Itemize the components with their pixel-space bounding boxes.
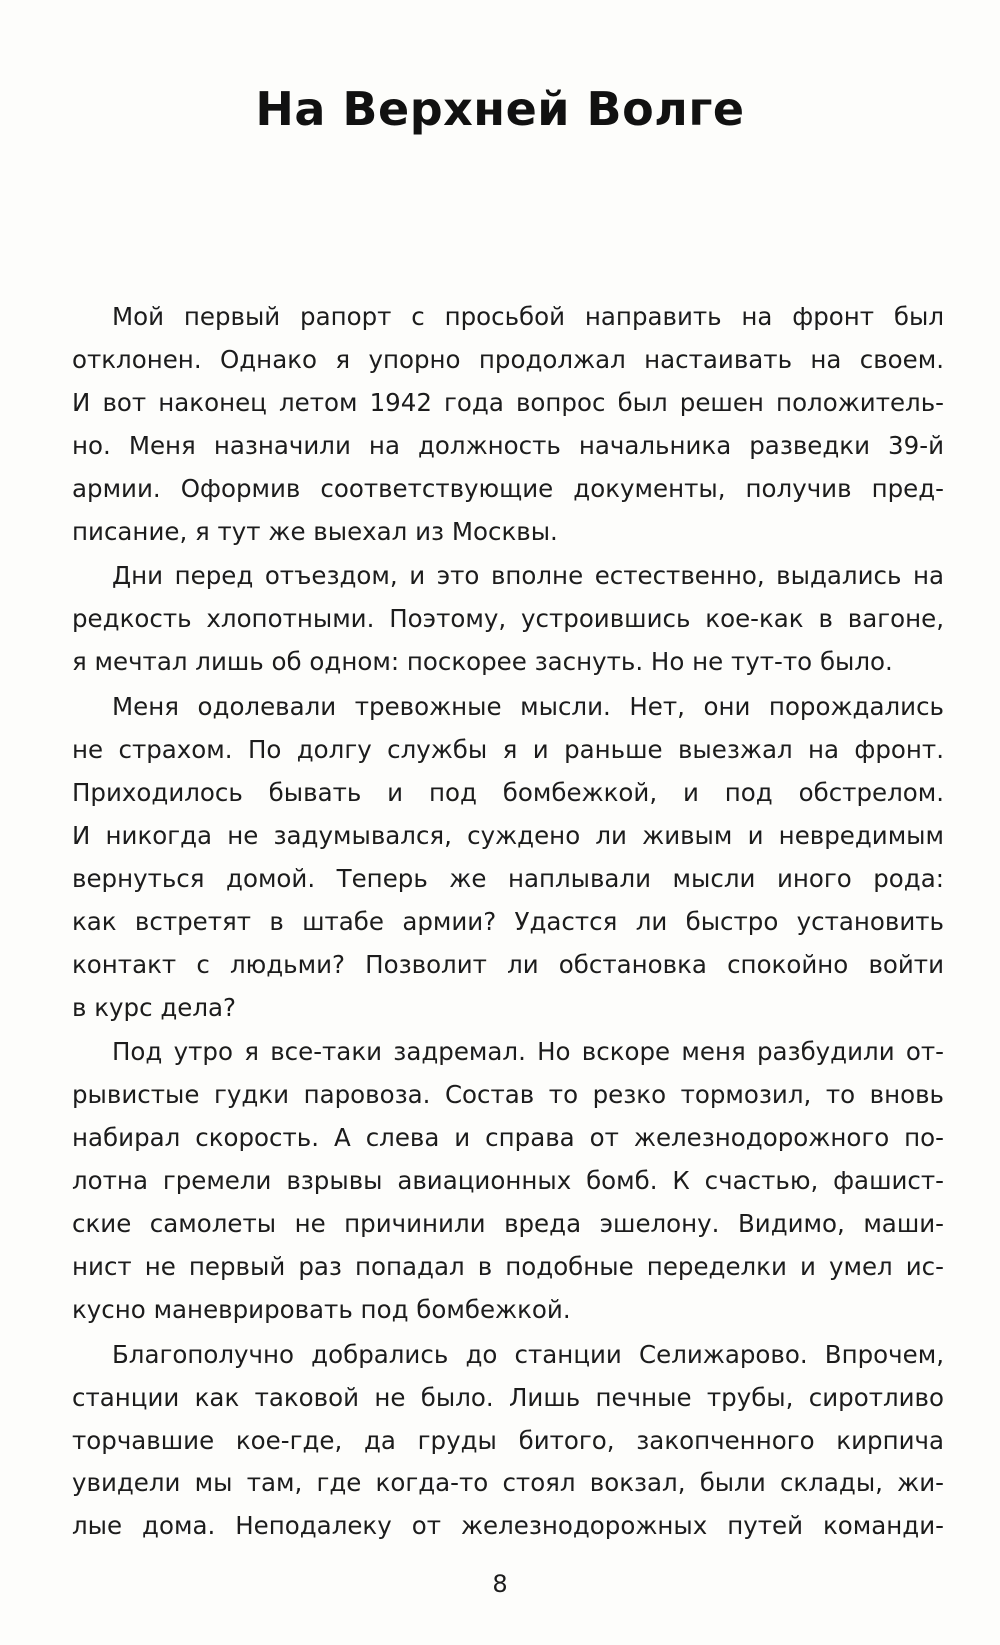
text-line: писание, я тут же выехал из Москвы. [72, 516, 558, 546]
text-line: но. Меня назначили на должность начальника разведки 39-й [72, 430, 944, 460]
chapter-body [72, 296, 944, 1548]
text-line: Меня одолевали тревожные мысли. Нет, они порождались [112, 692, 944, 722]
text-line: я мечтал лишь об одном: поскорее заснуть. Но не тут-то было. [72, 647, 893, 677]
text-line: редкость хлопотными. Поэтому, устроившись кое-как в вагоне, [72, 604, 944, 634]
text-line: И никогда не задумывался, суждено ли живым и невредимым [72, 820, 944, 850]
paragraph [72, 1334, 944, 1549]
chapter-title: На Верхней Волге [255, 82, 745, 136]
text-line: вернуться домой. Теперь же наплывали мысли иного рода: [72, 863, 944, 893]
text-line: в курс дела? [72, 992, 237, 1022]
page-number: 8 [492, 1570, 508, 1598]
text-line: как встретят в штабе армии? Удастся ли быстро установить [72, 906, 944, 936]
text-line: Приходилось бывать и под бомбежкой, и под обстрелом. [72, 777, 944, 807]
text-line: Мой первый рапорт с просьбой направить на фронт был [112, 302, 944, 331]
paragraph [72, 296, 944, 553]
paragraph [72, 686, 944, 1029]
text-line: станции как таковой не было. Лишь печные трубы, сиротливо [72, 1382, 944, 1412]
text-line: Под утро я все-таки задремал. Но вскоре меня разбудили от- [112, 1037, 944, 1067]
text-line: Дни перед отъездом, и это вполне естественно, выдались на [112, 561, 944, 591]
text-line: нист не первый раз попадал в подобные переделки и умел ис- [72, 1251, 944, 1281]
text-line: набирал скорость. А слева и справа от железнодорожного по- [72, 1123, 944, 1153]
text-line: контакт с людьми? Позволит ли обстановка спокойно войти [72, 949, 944, 979]
text-line: армии. Оформив соответствующие документы, получив пред- [72, 473, 944, 503]
text-line: кусно маневрировать под бомбежкой. [72, 1294, 571, 1324]
text-line: лотна гремели взрывы авиационных бомб. К счастью, фашист- [72, 1166, 944, 1196]
text-line: Благополучно добрались до станции Селижарово. Впрочем, [112, 1339, 944, 1369]
text-line: И вот наконец летом 1942 года вопрос был решен положитель- [72, 387, 944, 417]
paragraph [72, 1031, 944, 1331]
text-line: увидели мы там, где когда-то стоял вокзал, были склады, жи- [72, 1468, 944, 1498]
text-line: рывистые гудки паровоза. Состав то резко тормозил, то вновь [72, 1080, 944, 1110]
text-line: торчавшие кое-где, да груды битого, закопченного кирпича [72, 1425, 944, 1455]
text-line: ские самолеты не причинили вреда эшелону. Видимо, маши- [72, 1209, 944, 1239]
text-line: не страхом. По долгу службы я и раньше выезжал на фронт. [72, 735, 944, 765]
paragraph [72, 555, 944, 684]
text-line: отклонен. Однако я упорно продолжал настаивать на своем. [72, 344, 944, 374]
text-line: лые дома. Неподалеку от железнодорожных путей команди- [72, 1511, 944, 1541]
